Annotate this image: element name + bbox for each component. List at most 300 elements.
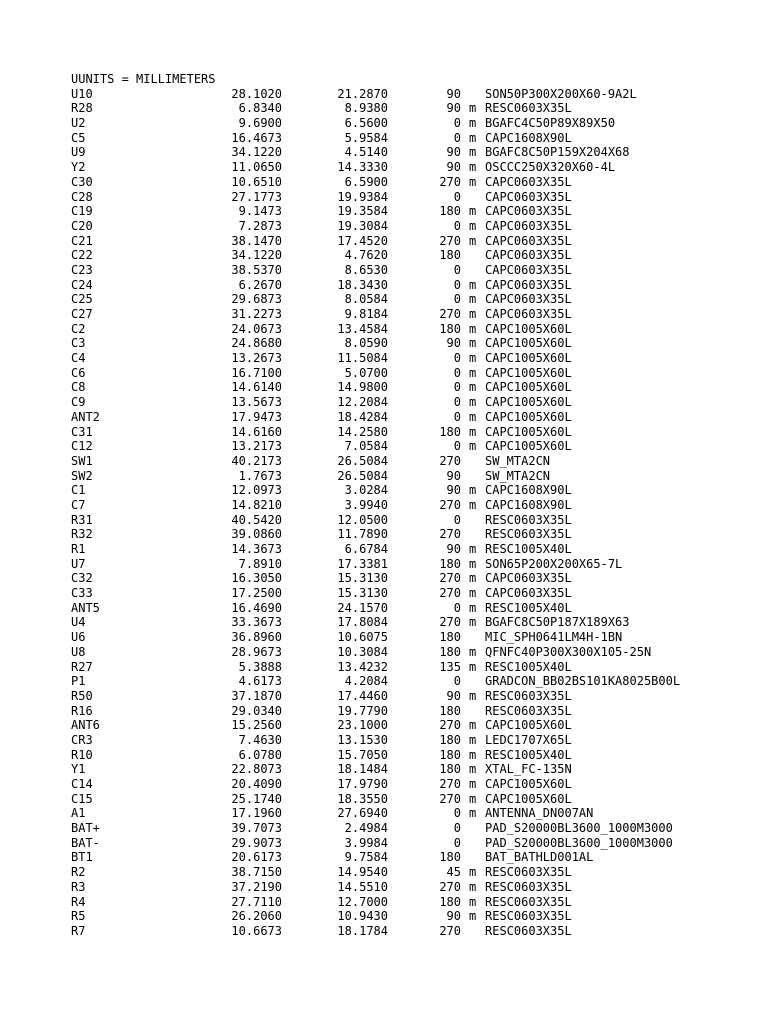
- x-coordinate: 11.0650: [231, 160, 282, 175]
- rotation: 90: [446, 145, 461, 160]
- x-coordinate: 17.2500: [231, 586, 282, 601]
- rotation: 90: [446, 86, 461, 101]
- mirror-flag: m: [469, 424, 477, 439]
- ref-designator: R32: [71, 527, 93, 542]
- mirror-flag: m: [469, 791, 477, 806]
- footprint-name: SON50P300X200X60-9A2L: [485, 86, 637, 101]
- y-coordinate: 18.1784: [337, 923, 388, 938]
- mirror-flag: m: [469, 395, 477, 410]
- footprint-name: CAPC1005X60L: [485, 424, 572, 439]
- footprint-name: RESC1005X40L: [485, 600, 572, 615]
- y-coordinate: 3.0284: [344, 483, 388, 498]
- rotation: 270: [439, 307, 461, 321]
- ref-designator: C21: [71, 233, 93, 248]
- placement-row: [71, 601, 761, 616]
- ref-designator: R2: [71, 865, 86, 880]
- ref-designator: C8: [71, 380, 86, 395]
- mirror-flag: m: [469, 130, 477, 145]
- ref-designator: C9: [71, 395, 86, 410]
- y-coordinate: 14.9540: [337, 865, 388, 880]
- x-coordinate: 5.3888: [238, 659, 282, 674]
- footprint-name: CAPC0603X35L: [485, 204, 572, 219]
- y-coordinate: 17.3381: [337, 556, 388, 571]
- placement-row: [71, 748, 761, 763]
- placement-row: [71, 483, 761, 498]
- footprint-name: CAPC1608X90L: [485, 497, 572, 512]
- placement-listing: [71, 72, 761, 939]
- rotation: 0: [453, 277, 461, 292]
- mirror-flag: m: [469, 204, 477, 219]
- placement-row: [71, 895, 761, 910]
- ref-designator: C22: [71, 248, 93, 263]
- rotation: 0: [453, 439, 461, 454]
- rotation: 270: [439, 718, 461, 733]
- mirror-flag: m: [469, 174, 477, 189]
- y-coordinate: 4.5140: [344, 145, 388, 160]
- footprint-name: CAPC0603X35L: [485, 248, 572, 263]
- footprint-name: RESC0603X35L: [485, 865, 572, 880]
- mirror-flag: m: [469, 380, 477, 395]
- rotation: 270: [439, 453, 461, 468]
- y-coordinate: 11.7890: [337, 527, 388, 542]
- mirror-flag: m: [469, 409, 477, 424]
- rotation: 0: [453, 292, 461, 307]
- x-coordinate: 16.4690: [231, 600, 282, 615]
- rotation: 270: [439, 879, 461, 894]
- x-coordinate: 24.8680: [231, 336, 282, 351]
- x-coordinate: 16.4673: [231, 130, 282, 145]
- ref-designator: R50: [71, 688, 93, 703]
- placement-row: [71, 718, 761, 733]
- x-coordinate: 37.1870: [231, 688, 282, 703]
- ref-designator: R1: [71, 542, 86, 556]
- rotation: 0: [453, 600, 461, 615]
- rotation: 90: [446, 542, 461, 556]
- rotation: 90: [446, 336, 461, 351]
- y-coordinate: 19.3584: [337, 204, 388, 219]
- rotation: 0: [453, 821, 461, 836]
- x-coordinate: 14.6160: [231, 424, 282, 439]
- placement-row: [71, 263, 761, 278]
- footprint-name: CAPC0603X35L: [485, 218, 572, 233]
- rotation: 180: [439, 248, 461, 263]
- placement-row: [71, 821, 761, 836]
- footprint-name: XTAL_FC-135N: [485, 762, 572, 777]
- y-coordinate: 15.7050: [337, 747, 388, 762]
- x-coordinate: 29.6873: [231, 292, 282, 307]
- footprint-name: CAPC0603X35L: [485, 571, 572, 586]
- rotation: 135: [439, 659, 461, 674]
- footprint-name: BGAFC8C50P187X189X63: [485, 615, 630, 630]
- y-coordinate: 14.3330: [337, 160, 388, 175]
- footprint-name: RESC0603X35L: [485, 512, 572, 527]
- x-coordinate: 27.7110: [231, 894, 282, 909]
- y-coordinate: 8.0590: [344, 336, 388, 351]
- mirror-flag: m: [469, 688, 477, 703]
- placement-row: [71, 145, 761, 160]
- y-coordinate: 27.6940: [337, 806, 388, 821]
- placement-row: [71, 307, 761, 322]
- y-coordinate: 26.5084: [337, 468, 388, 483]
- rotation: 270: [439, 174, 461, 189]
- ref-designator: C4: [71, 351, 86, 366]
- footprint-name: ANTENNA_DN007AN: [485, 806, 594, 821]
- y-coordinate: 4.7620: [344, 248, 388, 263]
- footprint-name: CAPC1005X60L: [485, 409, 572, 424]
- x-coordinate: 34.1220: [231, 248, 282, 263]
- y-coordinate: 10.9430: [337, 909, 388, 924]
- rotation: 0: [453, 380, 461, 395]
- y-coordinate: 18.3550: [337, 791, 388, 806]
- placement-row: [71, 336, 761, 351]
- rotation: 180: [439, 850, 461, 865]
- placement-row: [71, 219, 761, 234]
- ref-designator: C15: [71, 791, 93, 806]
- y-coordinate: 13.4232: [337, 659, 388, 674]
- footprint-name: CAPC0603X35L: [485, 174, 572, 189]
- rotation: 0: [453, 512, 461, 527]
- ref-designator: C31: [71, 424, 93, 439]
- placement-row: [71, 234, 761, 249]
- x-coordinate: 20.6173: [231, 850, 282, 865]
- rotation: 90: [446, 909, 461, 924]
- y-coordinate: 14.5510: [337, 879, 388, 894]
- x-coordinate: 38.1470: [231, 233, 282, 248]
- mirror-flag: m: [469, 101, 477, 116]
- footprint-name: CAPC1005X60L: [485, 321, 572, 336]
- mirror-flag: m: [469, 586, 477, 601]
- x-coordinate: 9.6900: [238, 116, 282, 131]
- footprint-name: GRADCON_BB02BS101KA8025B00L: [485, 674, 681, 689]
- placement-row: [71, 160, 761, 175]
- rotation: 0: [453, 395, 461, 410]
- x-coordinate: 6.2670: [238, 277, 282, 292]
- mirror-flag: m: [469, 307, 477, 321]
- mirror-flag: m: [469, 542, 477, 556]
- ref-designator: ANT5: [71, 600, 100, 615]
- y-coordinate: 13.4584: [337, 321, 388, 336]
- mirror-flag: m: [469, 644, 477, 659]
- footprint-name: RESC0603X35L: [485, 894, 572, 909]
- rotation: 0: [453, 351, 461, 366]
- y-coordinate: 21.2870: [337, 86, 388, 101]
- placement-row: [71, 806, 761, 821]
- ref-designator: BAT-: [71, 835, 100, 850]
- placement-row: [71, 190, 761, 205]
- footprint-name: PAD_S20000BL3600_1000M3000: [485, 835, 673, 850]
- footprint-name: CAPC1005X60L: [485, 351, 572, 366]
- y-coordinate: 17.8084: [337, 615, 388, 630]
- y-coordinate: 6.6784: [344, 542, 388, 556]
- placement-row: [71, 498, 761, 513]
- ref-designator: C30: [71, 174, 93, 189]
- mirror-flag: m: [469, 336, 477, 351]
- placement-row: [71, 131, 761, 146]
- footprint-name: RESC0603X35L: [485, 703, 572, 718]
- rotation: 270: [439, 527, 461, 542]
- y-coordinate: 17.9790: [337, 777, 388, 791]
- ref-designator: C33: [71, 586, 93, 601]
- ref-designator: R28: [71, 101, 93, 116]
- ref-designator: C6: [71, 365, 86, 380]
- footprint-name: SW_MTA2CN: [485, 468, 551, 483]
- ref-designator: R3: [71, 879, 86, 894]
- x-coordinate: 14.3673: [231, 542, 282, 556]
- mirror-flag: m: [469, 116, 477, 131]
- y-coordinate: 15.3130: [337, 571, 388, 586]
- rotation: 270: [439, 571, 461, 586]
- y-coordinate: 11.5084: [337, 351, 388, 366]
- y-coordinate: 4.2084: [344, 674, 388, 689]
- y-coordinate: 3.9984: [344, 835, 388, 850]
- rotation: 90: [446, 468, 461, 483]
- rotation: 90: [446, 101, 461, 116]
- footprint-name: CAPC0603X35L: [485, 233, 572, 248]
- ref-designator: R7: [71, 923, 86, 938]
- mirror-flag: m: [469, 277, 477, 292]
- ref-designator: U6: [71, 630, 86, 645]
- rotation: 180: [439, 424, 461, 439]
- mirror-flag: m: [469, 365, 477, 380]
- placement-row: [71, 924, 761, 939]
- ref-designator: A1: [71, 806, 86, 821]
- y-coordinate: 17.4520: [337, 233, 388, 248]
- rotation: 180: [439, 644, 461, 659]
- ref-designator: P1: [71, 674, 86, 689]
- mirror-flag: m: [469, 865, 477, 880]
- rotation: 0: [453, 365, 461, 380]
- placement-row: [71, 762, 761, 777]
- ref-designator: C28: [71, 189, 93, 204]
- mirror-flag: m: [469, 659, 477, 674]
- x-coordinate: 29.0340: [231, 703, 282, 718]
- x-coordinate: 39.7073: [231, 821, 282, 836]
- y-coordinate: 23.1000: [337, 718, 388, 733]
- rotation: 90: [446, 160, 461, 175]
- ref-designator: Y2: [71, 160, 86, 175]
- x-coordinate: 15.2560: [231, 718, 282, 733]
- rotation: 180: [439, 732, 461, 747]
- placement-row: [71, 527, 761, 542]
- ref-designator: Y1: [71, 762, 86, 777]
- footprint-name: RESC1005X40L: [485, 659, 572, 674]
- rotation: 180: [439, 556, 461, 571]
- placement-row: [71, 380, 761, 395]
- footprint-name: RESC0603X35L: [485, 879, 572, 894]
- y-coordinate: 19.3084: [337, 218, 388, 233]
- y-coordinate: 18.4284: [337, 409, 388, 424]
- placement-row: [71, 615, 761, 630]
- ref-designator: C2: [71, 321, 86, 336]
- placement-row: [71, 351, 761, 366]
- footprint-name: CAPC0603X35L: [485, 292, 572, 307]
- placement-row: [71, 674, 761, 689]
- ref-designator: SW1: [71, 453, 93, 468]
- y-coordinate: 13.1530: [337, 732, 388, 747]
- placement-row: [71, 87, 761, 102]
- y-coordinate: 9.7584: [344, 850, 388, 865]
- footprint-name: CAPC1005X60L: [485, 380, 572, 395]
- footprint-name: CAPC0603X35L: [485, 307, 572, 321]
- rotation: 0: [453, 262, 461, 277]
- mirror-flag: m: [469, 497, 477, 512]
- rotation: 180: [439, 321, 461, 336]
- x-coordinate: 24.0673: [231, 321, 282, 336]
- placement-row: [71, 645, 761, 660]
- footprint-name: CAPC0603X35L: [485, 189, 572, 204]
- rotation: 0: [453, 116, 461, 131]
- y-coordinate: 19.9384: [337, 189, 388, 204]
- rotation: 0: [453, 674, 461, 689]
- footprint-name: RESC0603X35L: [485, 923, 572, 938]
- mirror-flag: m: [469, 777, 477, 791]
- footprint-name: BAT_BATHLD001AL: [485, 850, 594, 865]
- rotation: 270: [439, 923, 461, 938]
- mirror-flag: m: [469, 879, 477, 894]
- y-coordinate: 18.1484: [337, 762, 388, 777]
- x-coordinate: 6.8340: [238, 101, 282, 116]
- x-coordinate: 13.2673: [231, 351, 282, 366]
- rotation: 270: [439, 777, 461, 791]
- ref-designator: R31: [71, 512, 93, 527]
- y-coordinate: 17.4460: [337, 688, 388, 703]
- mirror-flag: m: [469, 321, 477, 336]
- rotation: 270: [439, 497, 461, 512]
- rotation: 45: [446, 865, 461, 880]
- rotation: 180: [439, 703, 461, 718]
- placement-row: [71, 513, 761, 528]
- mirror-flag: m: [469, 600, 477, 615]
- ref-designator: SW2: [71, 468, 93, 483]
- rotation: 0: [453, 409, 461, 424]
- placement-row: [71, 792, 761, 807]
- placement-row: [71, 366, 761, 381]
- placement-row: [71, 733, 761, 748]
- mirror-flag: m: [469, 439, 477, 454]
- placement-row: [71, 836, 761, 851]
- rotation: 0: [453, 189, 461, 204]
- x-coordinate: 9.1473: [238, 204, 282, 219]
- x-coordinate: 14.6140: [231, 380, 282, 395]
- rotation: 180: [439, 747, 461, 762]
- ref-designator: U2: [71, 116, 86, 131]
- mirror-flag: m: [469, 218, 477, 233]
- x-coordinate: 29.9073: [231, 835, 282, 850]
- footprint-name: CAPC1005X60L: [485, 336, 572, 351]
- ref-designator: C25: [71, 292, 93, 307]
- placement-row: [71, 557, 761, 572]
- ref-designator: C5: [71, 130, 86, 145]
- y-coordinate: 14.2580: [337, 424, 388, 439]
- x-coordinate: 4.6173: [238, 674, 282, 689]
- footprint-name: QFNFC40P300X300X105-25N: [485, 644, 652, 659]
- rotation: 270: [439, 615, 461, 630]
- placement-rows: [71, 87, 761, 939]
- footprint-name: RESC0603X35L: [485, 101, 572, 116]
- y-coordinate: 8.6530: [344, 262, 388, 277]
- x-coordinate: 33.3673: [231, 615, 282, 630]
- ref-designator: U8: [71, 644, 86, 659]
- x-coordinate: 26.2060: [231, 909, 282, 924]
- footprint-name: CAPC1005X60L: [485, 395, 572, 410]
- y-coordinate: 2.4984: [344, 821, 388, 836]
- placement-row: [71, 469, 761, 484]
- mirror-flag: m: [469, 615, 477, 630]
- ref-designator: C12: [71, 439, 93, 454]
- mirror-flag: m: [469, 292, 477, 307]
- x-coordinate: 27.1773: [231, 189, 282, 204]
- placement-row: [71, 204, 761, 219]
- ref-designator: U9: [71, 145, 86, 160]
- footprint-name: OSCCC250X320X60-4L: [485, 160, 616, 175]
- y-coordinate: 6.5900: [344, 174, 388, 189]
- placement-row: [71, 542, 761, 557]
- y-coordinate: 3.9940: [344, 497, 388, 512]
- ref-designator: R5: [71, 909, 86, 924]
- placement-row: [71, 850, 761, 865]
- footprint-name: RESC0603X35L: [485, 527, 572, 542]
- x-coordinate: 37.2190: [231, 879, 282, 894]
- x-coordinate: 28.1020: [231, 86, 282, 101]
- ref-designator: R27: [71, 659, 93, 674]
- y-coordinate: 8.0584: [344, 292, 388, 307]
- placement-row: [71, 425, 761, 440]
- x-coordinate: 7.2873: [238, 218, 282, 233]
- mirror-flag: m: [469, 718, 477, 733]
- ref-designator: C24: [71, 277, 93, 292]
- footprint-name: CAPC1005X60L: [485, 439, 572, 454]
- placement-row: [71, 439, 761, 454]
- rotation: 180: [439, 630, 461, 645]
- x-coordinate: 40.2173: [231, 453, 282, 468]
- placement-row: [71, 454, 761, 469]
- placement-row: [71, 395, 761, 410]
- x-coordinate: 12.0973: [231, 483, 282, 498]
- ref-designator: C23: [71, 262, 93, 277]
- mirror-flag: m: [469, 747, 477, 762]
- ref-designator: C19: [71, 204, 93, 219]
- placement-row: [71, 248, 761, 263]
- x-coordinate: 25.1740: [231, 791, 282, 806]
- y-coordinate: 12.7000: [337, 894, 388, 909]
- mirror-flag: m: [469, 894, 477, 909]
- rotation: 180: [439, 204, 461, 219]
- y-coordinate: 24.1570: [337, 600, 388, 615]
- footprint-name: CAPC0603X35L: [485, 262, 572, 277]
- placement-row: [71, 909, 761, 924]
- y-coordinate: 7.0584: [344, 439, 388, 454]
- footprint-name: RESC0603X35L: [485, 909, 572, 924]
- footprint-name: SW_MTA2CN: [485, 453, 551, 468]
- placement-row: [71, 704, 761, 719]
- rotation: 180: [439, 894, 461, 909]
- x-coordinate: 38.7150: [231, 865, 282, 880]
- placement-row: [71, 175, 761, 190]
- placement-row: [71, 777, 761, 792]
- ref-designator: CR3: [71, 732, 93, 747]
- units-header: UUNITS = MILLIMETERS: [71, 72, 216, 86]
- mirror-flag: m: [469, 732, 477, 747]
- x-coordinate: 6.0780: [238, 747, 282, 762]
- ref-designator: R16: [71, 703, 93, 718]
- ref-designator: U4: [71, 615, 86, 630]
- placement-row: [71, 880, 761, 895]
- mirror-flag: m: [469, 483, 477, 498]
- placement-row: [71, 571, 761, 586]
- y-coordinate: 14.9800: [337, 380, 388, 395]
- mirror-flag: m: [469, 909, 477, 924]
- ref-designator: R4: [71, 894, 86, 909]
